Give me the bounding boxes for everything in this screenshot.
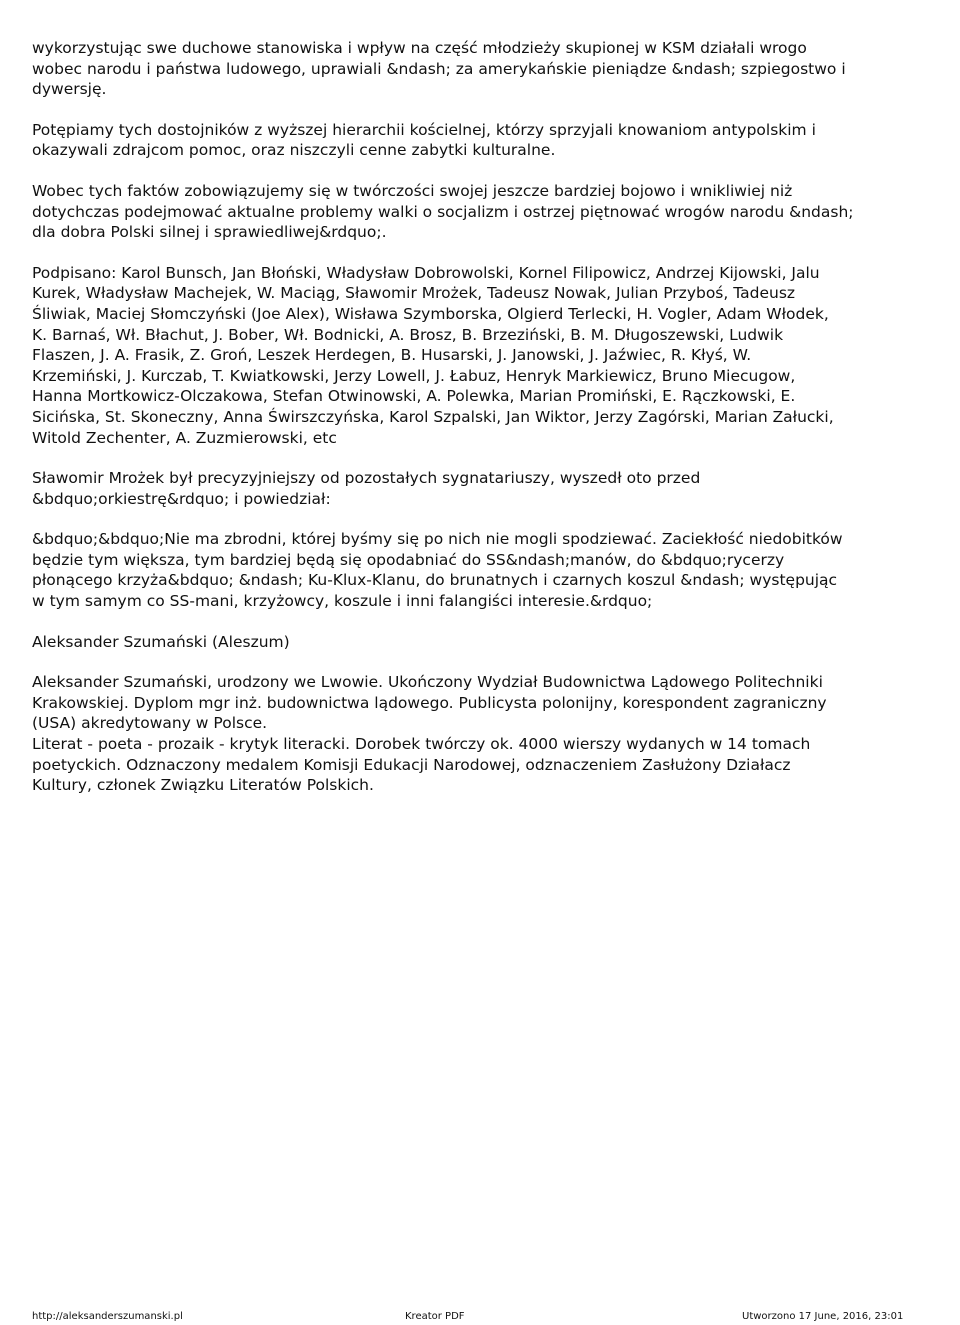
paragraph-mrozek-intro: Sławomir Mrożek był precyzyjniejszy od pozostałych sygnatariuszy, wyszedł oto przed &bdquo;orkiestrę&rdquo; i powiedział: [32,469,701,508]
footer-creator: Kreator PDF [405,1311,465,1322]
paragraph-quote: &bdquo;&bdquo;Nie ma zbrodni, której byśmy się po nich nie mogli spodziewać. Zaciekłość niedobitków będzie tym większa, tym bardziej będą się opodabniać do SS&ndash;manów, do &bdquo;rycerzy płonącego krzyża&bdquo; &ndash; Ku-Klux-Klanu, do brunatnych i czarnych koszul &ndash; występując w tym samym co SS-mani, krzyżowcy, koszule i inni falangiści interesie.&rdquo; [32,530,843,611]
footer-created-date: Utworzono 17 June, 2016, 23:01 [742,1311,904,1322]
author-bio-education: Aleksander Szumański, urodzony we Lwowie. Ukończony Wydział Budownictwa Lądowego Politechniki Krakowskiej. Dyplom mgr inż. budownictwa lądowego. Publicysta polonijny, korespondent zagraniczny (USA) akredytowany w Polsce. [32,673,827,733]
paragraph-commitment: Wobec tych faktów zobowiązujemy się w twórczości swojej jeszcze bardziej bojowo i wnikliwiej niż dotychczas podejmować aktualne problemy walki o socjalizm i ostrzej piętnować wrogów narodu &ndash; dla dobra Polski silnej i sprawiedliwej&rdquo;. [32,181,854,242]
paragraph-ksm: wykorzystując swe duchowe stanowiska i wpływ na część młodzieży skupionej w KSM działali wrogo wobec narodu i państwa ludowego, uprawiali &ndash; za amerykańskie pieniądze &ndash; szpiegostwo i dywersję. [32,39,846,99]
paragraph-condemnation: Potępiamy tych dostojników z wyższej hierarchii kościelnej, którzy sprzyjali knowaniom antypolskim i okazywali zdrajcom pomoc, oraz niszczyli cenne zabytki kulturalne. [32,120,816,160]
page-footer [32,1311,912,1323]
author-name: Aleksander Szumański (Aleszum) [32,632,290,651]
footer-url-link[interactable]: http://aleksanderszumanski.pl [32,1311,183,1322]
paragraph-signatories: Podpisano: Karol Bunsch, Jan Błoński, Władysław Dobrowolski, Kornel Filipowicz, Andrzej Kijowski, Jalu Kurek, Władysław Machejek, W. Maciąg, Sławomir Mrożek, Tadeusz Nowak, Julian Przyboś, Tadeusz Śliwiak, Maciej Słomczyński (Joe Alex), Wisława Szymborska, Olgierd Terlecki, H. Vogler, Adam Włodek, K. Barnaś, Wł. Błachut, J. Bober, Wł. Bodnicki, A. Brosz, B. Brzeziński, B. M. Długoszewski, Ludwik Flaszen, J. A. Frasik, Z. Groń, Leszek Herdegen, B. Husarski, J. Janowski, J. Jaźwiec, R. Kłyś, W. Krzemiński, J. Kurczab, T. Kwiatkowski, Jerzy Lowell, J. Łabuz, Henryk Markiewicz, Bruno Miecugow, Hanna Mortkowicz-Olczakowa, Stefan Otwinowski, A. Polewka, Marian Promiński, E. Rączkowski, E. Sicińska, St. Skoneczny, Anna Świrszczyńska, Karol Szpalski, Jan Wiktor, Jerzy Zagórski, Marian Załucki, Witold Zechenter, A. Zuzmierowski, etc [32,263,834,447]
document-body [32,38,932,796]
author-bio-literary: Literat - poeta - prozaik - krytyk literacki. Dorobek twórczy ok. 4000 wierszy wydanych w 14 tomach poetyckich. Odznaczony medalem Komisji Edukacji Narodowej, odznaczeniem Zasłużony Działacz Kultury, członek Związku Literatów Polskich. [32,735,811,795]
